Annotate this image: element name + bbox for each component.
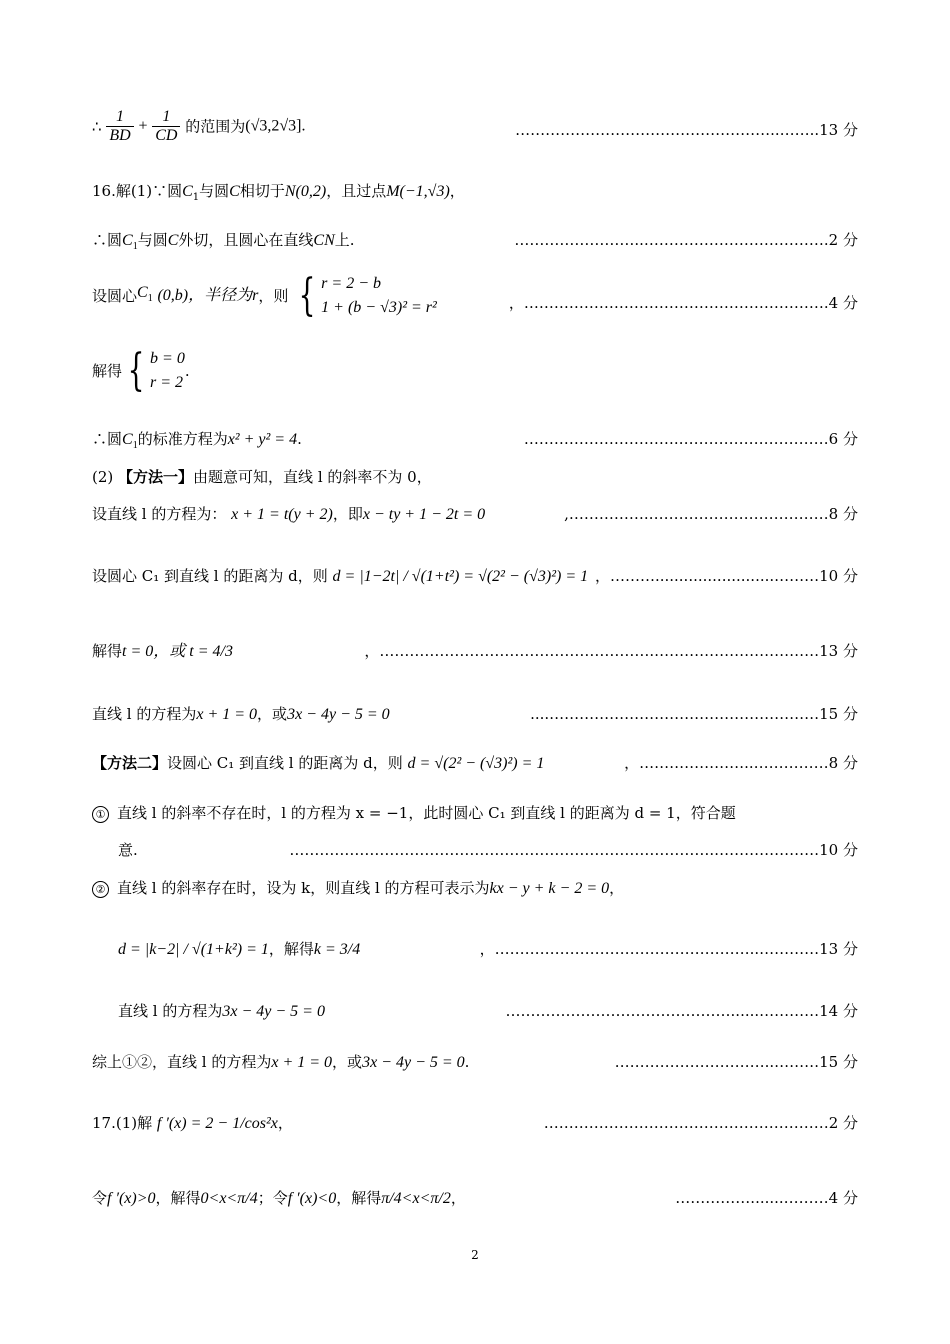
- text: 直线 l 的方程为: [118, 1002, 223, 1020]
- math-point-m: M(−1,√3): [386, 183, 450, 200]
- text: 上.: [334, 231, 355, 249]
- score-4-b: …………….......………4 分: [675, 1189, 858, 1207]
- equation: kx − y + k − 2 = 0: [489, 880, 610, 897]
- score-13-a: ……………………………………………..……..13 分: [515, 121, 858, 139]
- equation: 3x − 4y − 5 = 0: [362, 1054, 465, 1071]
- score-2-b: …………………………………………………2 分: [543, 1114, 858, 1132]
- line-13: [92, 803, 858, 823]
- text: 直线 l 的斜率存在时，设为 k，则直线 l 的方程可表示为: [117, 879, 490, 897]
- equation-1: r = 2 − b: [321, 275, 381, 292]
- math-cn: CN: [313, 232, 335, 249]
- equation-1: b = 0: [150, 350, 185, 367]
- text: ，解得: [268, 940, 314, 958]
- math-c: C: [167, 232, 179, 249]
- equation: x + 1 = 0: [196, 706, 258, 723]
- text: ；令: [257, 1189, 288, 1207]
- text: ，: [449, 182, 465, 200]
- score-8: ,…………….………………………………8 分: [564, 505, 858, 523]
- text: ，则: [258, 287, 289, 305]
- score-15-a: ....………………………………………………15 分: [530, 705, 858, 723]
- math-c1: C: [182, 183, 193, 200]
- text: ，解得: [336, 1189, 382, 1207]
- math-point-n: N(0,2): [284, 183, 327, 200]
- equation: d = |k−2| / √(1+k²) = 1: [118, 941, 269, 958]
- equation: π/4<x<π/2: [381, 1190, 451, 1207]
- score-10-b: ………………………………………………………………………….…………………10 分: [289, 841, 858, 859]
- text: (2): [92, 468, 114, 486]
- score-4: ，…………………………………………………….4 分: [508, 294, 858, 312]
- range-expression: (√3,2√3].: [245, 117, 306, 135]
- score-6: ………………………….…………………………6 分: [523, 430, 858, 448]
- equation: x + 1 = t(y + 2): [231, 506, 333, 523]
- equation-system: [150, 347, 185, 395]
- text: .: [184, 362, 190, 380]
- score-13-c: ，……………………………………………..…………13 分: [479, 940, 858, 958]
- text: ，或: [332, 1053, 363, 1071]
- left-brace: {: [298, 270, 316, 321]
- fraction-1-over-CD: [152, 108, 180, 145]
- text: 综上①②，直线 l 的方程为: [92, 1053, 272, 1071]
- text: .: [297, 430, 302, 448]
- score-13-b: ，……………………………………………….……………………………13 分: [364, 642, 858, 660]
- numerator: 1: [152, 108, 180, 127]
- equation: x + 1 = 0: [271, 1054, 333, 1071]
- text: ，: [609, 879, 625, 897]
- equation: f ′(x)<0: [287, 1190, 337, 1207]
- fraction-1-over-BD: [106, 108, 133, 145]
- text: 17.(1)解: [92, 1114, 153, 1132]
- score-14: ………………………………………......…………14 分: [505, 1002, 858, 1020]
- equation: t = 0，或 t = 4/3: [122, 643, 233, 660]
- therefore-symbol: ∴: [92, 117, 102, 136]
- text: 设圆心 C₁ 到直线 l 的距离为 d，则: [92, 567, 328, 585]
- numerator: 1: [106, 108, 133, 127]
- text: 16.解(1)∵圆: [92, 182, 183, 200]
- equation-2: r = 2: [150, 374, 184, 391]
- line-2: 16.解(1)∵圆$C_1$与圆C相切于N(0,2)，且过点M(−1,√3)，: [92, 182, 465, 203]
- equation: x − ty + 1 − 2t = 0: [362, 506, 486, 523]
- text: (0,b)，半径为: [157, 287, 253, 304]
- text: 外切，且圆心在直线: [178, 231, 314, 249]
- method-heading: 【方法一】: [118, 468, 194, 486]
- equation: 0<x<π/4: [200, 1190, 258, 1207]
- text: 的范围为: [185, 117, 246, 136]
- text: 令: [92, 1189, 108, 1207]
- text: ，即: [332, 505, 363, 523]
- line-7: [92, 467, 858, 487]
- text: 直线 l 的方程为: [92, 705, 197, 723]
- circled-number-2: ②: [92, 881, 109, 898]
- denominator: BD: [109, 127, 131, 144]
- math-c1: $C_1$: [122, 431, 138, 452]
- text: ∴圆: [92, 430, 123, 448]
- equation-system: [321, 272, 437, 320]
- equation: 3x − 4y − 5 = 0: [222, 1003, 325, 1020]
- equation: 3x − 4y − 5 = 0: [287, 706, 390, 723]
- equation: d = √(2² − (√3)²) = 1: [407, 755, 545, 772]
- text: 相切于: [239, 182, 285, 200]
- equation: d = |1−2t| / √(1+t²) = √(2² − (√3)²) = 1: [332, 568, 589, 585]
- denominator: CD: [155, 127, 178, 144]
- math-c: C: [229, 183, 240, 200]
- math-r: r: [252, 287, 259, 304]
- text: ，解得: [155, 1189, 201, 1207]
- text: .: [464, 1053, 470, 1071]
- text: ，: [277, 1114, 293, 1132]
- line-5: [92, 347, 858, 403]
- score-8-b: ，…………………..……………8 分: [624, 754, 858, 772]
- text: 解得: [92, 642, 123, 660]
- left-brace: {: [127, 345, 145, 396]
- text: ∴圆: [92, 231, 123, 249]
- circled-number-1: ①: [92, 806, 109, 823]
- equation-2: 1 + (b − √3)² = r²: [321, 299, 437, 316]
- score-15-b: …………………………..………15 分: [614, 1053, 858, 1071]
- text: 设圆心: [92, 287, 138, 305]
- text: 直线 l 的斜率不存在时，l 的方程为 x = −1，此时圆心 C₁ 到直线 l 的距离为 d = 1，符合题: [117, 804, 736, 822]
- line-15: [92, 878, 858, 899]
- equation: f ′(x) = 2 − 1/cos²x: [156, 1115, 278, 1132]
- text: ，且过点: [326, 182, 387, 200]
- text: ，: [450, 1189, 466, 1207]
- page-number: 2: [471, 1248, 479, 1262]
- text: ，或: [257, 705, 288, 723]
- math-c1: $C_1$: [122, 232, 138, 253]
- plus-sign: +: [138, 117, 148, 135]
- text: 设圆心 C₁ 到直线 l 的距离为 d，则: [167, 754, 403, 772]
- method-heading: 【方法二】: [92, 754, 168, 772]
- equation: x² + y² = 4: [227, 431, 298, 448]
- equation: f ′(x)>0: [107, 1190, 156, 1207]
- equation: k = 3/4: [313, 941, 361, 958]
- text: 与圆: [199, 182, 230, 200]
- text: 解得: [92, 362, 123, 380]
- text: 由题意可知，直线 l 的斜率不为 0，: [193, 468, 432, 486]
- score-10: ，……….........................………10 分: [594, 567, 858, 585]
- text: 设直线 l 的方程为：: [92, 505, 227, 523]
- math-c1: $C_1$: [137, 283, 153, 305]
- score-2: ……………………..……………………………….2 分: [514, 231, 858, 249]
- text: 意.: [118, 841, 138, 859]
- text: 与圆: [137, 231, 168, 249]
- text: 的标准方程为: [137, 430, 228, 448]
